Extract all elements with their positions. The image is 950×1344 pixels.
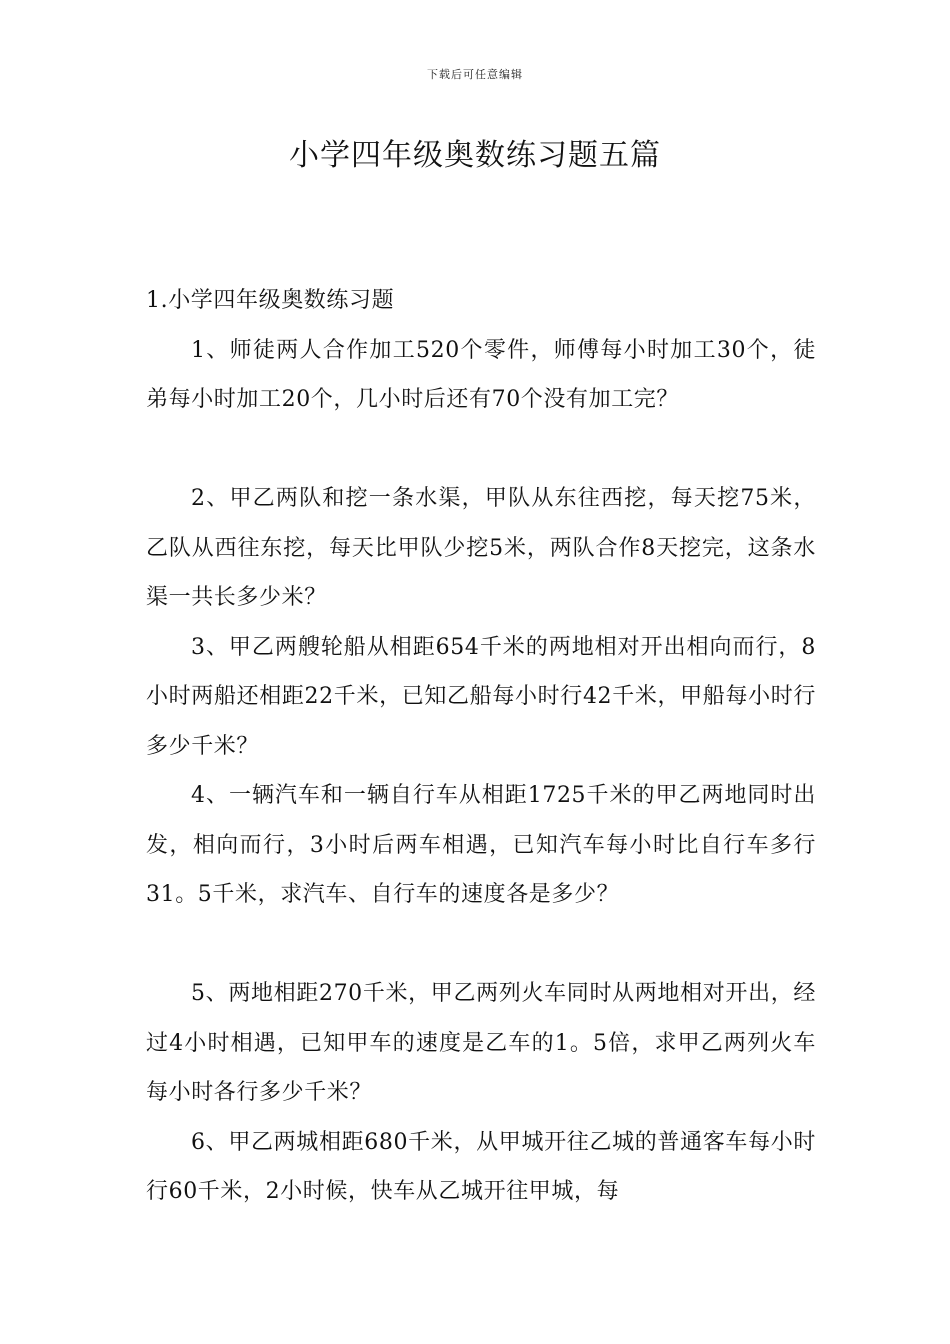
document-title: 小学四年级奥数练习题五篇 xyxy=(289,138,661,173)
header-note: 下载后可任意编辑 xyxy=(427,68,523,81)
blank-line xyxy=(146,920,816,970)
blank-line xyxy=(146,425,816,475)
problem-3: 3、甲乙两艘轮船从相距654千米的两地相对开出相向而行，8小时两船还相距22千米，已知乙船每小时行42千米，甲船每小时行多少千米？ xyxy=(146,634,816,759)
problem-2: 2、甲乙两队和挖一条水渠，甲队从东往西挖，每天挖75米，乙队从西往东挖，每天比甲队少挖5米，两队合作8天挖完，这条水渠一共长多少米？ xyxy=(146,486,816,610)
problem-1: 1、师徒两人合作加工520个零件，师傅每小时加工30个，徒弟每小时加工20个，几小时后还有70个没有加工完？ xyxy=(146,337,816,412)
section-heading: 1.小学四年级奥数练习题 xyxy=(146,288,395,313)
problem-6: 6、甲乙两城相距680千米，从甲城开往乙城的普通客车每小时行60千米，2小时候，快车从乙城开往甲城，每 xyxy=(146,1129,816,1204)
problem-5: 5、两地相距270千米，甲乙两列火车同时从两地相对开出，经过4小时相遇，已知甲车的速度是乙车的1。5倍，求甲乙两列火车每小时各行多少千米？ xyxy=(146,981,816,1105)
problem-4: 4、一辆汽车和一辆自行车从相距1725千米的甲乙两地同时出发，相向而行，3小时后两车相遇，已知汽车每小时比自行车多行31。5千米，求汽车、自行车的速度各是多少？ xyxy=(146,783,816,907)
document-body xyxy=(146,276,816,1217)
